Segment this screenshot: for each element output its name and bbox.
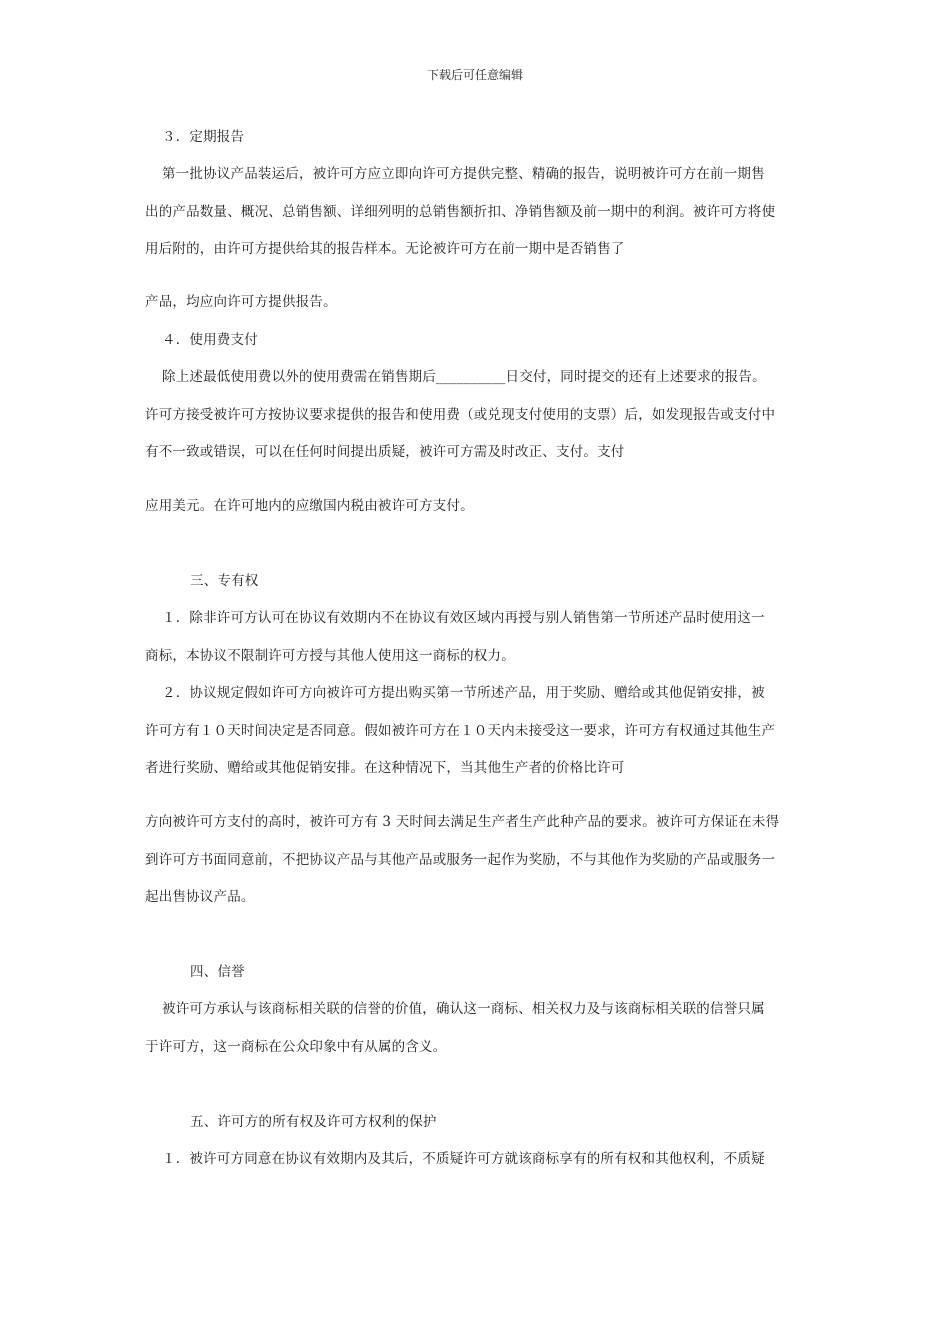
section-heading-exclusive-rights: 三、专有权 [190,573,259,589]
paragraph-line: 许可方有１０天时间决定是否同意。假如被许可方在１０天内未接受这一要求，许可方有权通过其他生产 [145,723,776,739]
page-header: 下载后可任意编辑 [426,68,523,82]
paragraph-line: 方向被许可方支付的高时，被许可方有 3 天时间去满足生产者生产此种产品的要求。被许可方保证在未得 [145,814,780,830]
paragraph-line: 商标，本协议不限制许可方授与其他人使用这一商标的权力。 [145,648,515,664]
paragraph-line: ２．协议规定假如许可方向被许可方提出购买第一节所述产品，用于奖励、赠给或其他促销安排，被 [162,685,765,701]
paragraph-line: 出的产品数量、概况、总销售额、详细列明的总销售额折扣、净销售额及前一期中的利润。被许可方将使 [145,204,776,220]
paragraph-line: 有不一致或错误，可以在任何时间提出质疑，被许可方需及时改正、支付。支付 [145,444,625,460]
section-heading-ownership-protection: 五、许可方的所有权及许可方权利的保护 [190,1114,437,1130]
paragraph-line: １．除非许可方认可在协议有效期内不在协议有效区域内再授与别人销售第一节所述产品时使用这一 [162,610,765,626]
paragraph-line: 第一批协议产品装运后，被许可方应立即向许可方提供完整、精确的报告，说明被许可方在前一期售 [162,166,765,182]
paragraph-line: 者进行奖励、赠给或其他促销安排。在这种情况下，当其他生产者的价格比许可 [145,760,625,776]
paragraph-line: 应用美元。在许可地内的应缴国内税由被许可方支付。 [145,498,474,514]
paragraph-line: 许可方接受被许可方按协议要求提供的报告和使用费（或兑现支付使用的支票）后，如发现报告或支付中 [145,407,776,423]
paragraph-line: 到许可方书面同意前，不把协议产品与其他产品或服务一起作为奖励，不与其他作为奖励的产品或服务一 [145,852,776,868]
paragraph-line: 于许可方，这一商标在公众印象中有从属的含义。 [145,1039,447,1055]
paragraph-line: 用后附的，由许可方提供给其的报告样本。无论被许可方在前一期中是否销售了 [145,241,625,257]
section-heading-royalty-payment: ４．使用费支付 [162,332,258,348]
section-heading-periodic-report: ３．定期报告 [162,129,245,145]
paragraph-line: 除上述最低使用费以外的使用费需在销售期后__________日交付，同时提交的还有上述要求的报告。 [162,369,766,385]
paragraph-line: １．被许可方同意在协议有效期内及其后，不质疑许可方就该商标享有的所有权和其他权利，不质疑 [162,1151,765,1167]
section-heading-goodwill: 四、信誉 [190,964,245,980]
paragraph-line: 被许可方承认与该商标相关联的信誉的价值，确认这一商标、相关权力及与该商标相关联的信誉只属 [162,1001,765,1017]
paragraph-line: 起出售协议产品。 [145,889,255,905]
paragraph-line: 产品，均应向许可方提供报告。 [145,294,337,310]
